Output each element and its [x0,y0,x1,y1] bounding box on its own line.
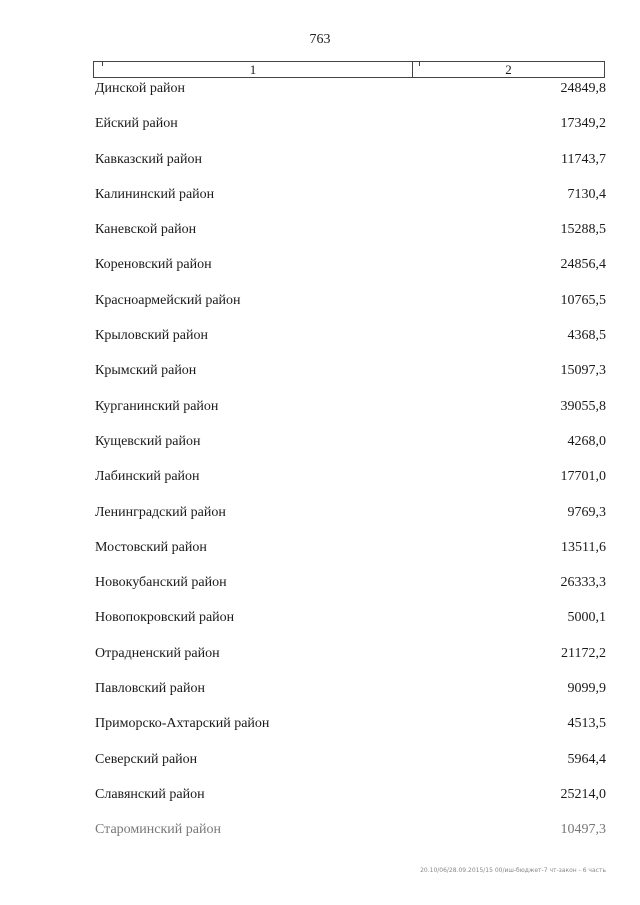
table-row [95,786,606,821]
table-row [95,609,606,644]
table-row [95,680,606,715]
district-name: Ейский район [95,116,178,132]
district-name: Кореновский район [95,257,212,273]
district-value: 24856,4 [560,257,606,273]
table-row [95,645,606,680]
table-row [95,256,606,291]
district-name: Ленинградский район [95,504,226,520]
district-name: Динской район [95,81,186,96]
table-row [95,221,606,256]
table-header [93,61,605,78]
table-row [95,398,606,433]
district-value: 9769,3 [567,504,606,520]
district-table-body [95,80,606,857]
district-name: Курганинский район [95,398,219,414]
district-name: Приморско-Ахтарский район [95,716,270,732]
footer-file-stamp: 20.10/06/28.09.2015/15 00/иш-бюджет-7 чт-закон - 6 часть [420,867,606,874]
district-value: 4268,0 [567,433,606,449]
district-name: Каневской район [95,222,197,238]
district-name: Красноармейский район [95,292,241,308]
district-value: 10497,3 [560,822,606,838]
header-column-2: 2 [505,62,512,77]
table-row [95,292,606,327]
table-row [95,715,606,750]
district-value: 25214,0 [560,786,606,802]
district-name: Кущевский район [95,433,201,449]
table-row [95,504,606,539]
district-name: Новопокровский район [95,610,235,626]
district-value: 10765,5 [560,292,606,308]
district-name: Староминский район [95,822,221,838]
table-row [95,468,606,503]
district-value: 9099,9 [567,681,606,697]
district-name: Крыловский район [95,328,208,344]
district-value: 17349,2 [560,116,606,132]
district-name: Павловский район [95,681,205,697]
table-row [95,80,606,115]
district-value: 4513,5 [567,716,606,732]
district-value: 24849,8 [560,81,606,96]
district-value: 11743,7 [561,151,606,167]
district-name: Мостовский район [95,539,207,555]
district-value: 39055,8 [560,398,606,414]
district-value: 13511,6 [561,539,606,555]
district-value: 15288,5 [560,222,606,238]
district-name: Кавказский район [95,151,203,167]
district-value: 26333,3 [560,575,606,591]
table-row [95,821,606,856]
header-tick-mark [102,61,103,66]
header-tick-mark [419,61,420,66]
district-value: 5000,1 [567,610,606,626]
district-value: 4368,5 [567,328,606,344]
district-name: Крымский район [95,363,197,379]
page-number: 763 [309,32,331,47]
district-name: Отрадненский район [95,645,220,661]
district-name: Лабинский район [95,469,200,485]
district-value: 17701,0 [560,469,606,485]
table-row [95,433,606,468]
district-name: Северский район [95,751,198,767]
table-row [95,362,606,397]
district-name: Славянский район [95,786,205,802]
district-value: 7130,4 [567,186,606,202]
table-row [95,186,606,221]
table-row [95,539,606,574]
district-name: Новокубанский район [95,575,227,591]
district-value: 21172,2 [561,645,606,661]
table-row [95,115,606,150]
table-row [95,151,606,186]
table-row [95,751,606,786]
district-value: 5964,4 [567,751,606,767]
header-column-1: 1 [94,62,413,77]
table-row [95,327,606,362]
district-value: 15097,3 [560,363,606,379]
table-row [95,574,606,609]
district-name: Калининский район [95,186,215,202]
